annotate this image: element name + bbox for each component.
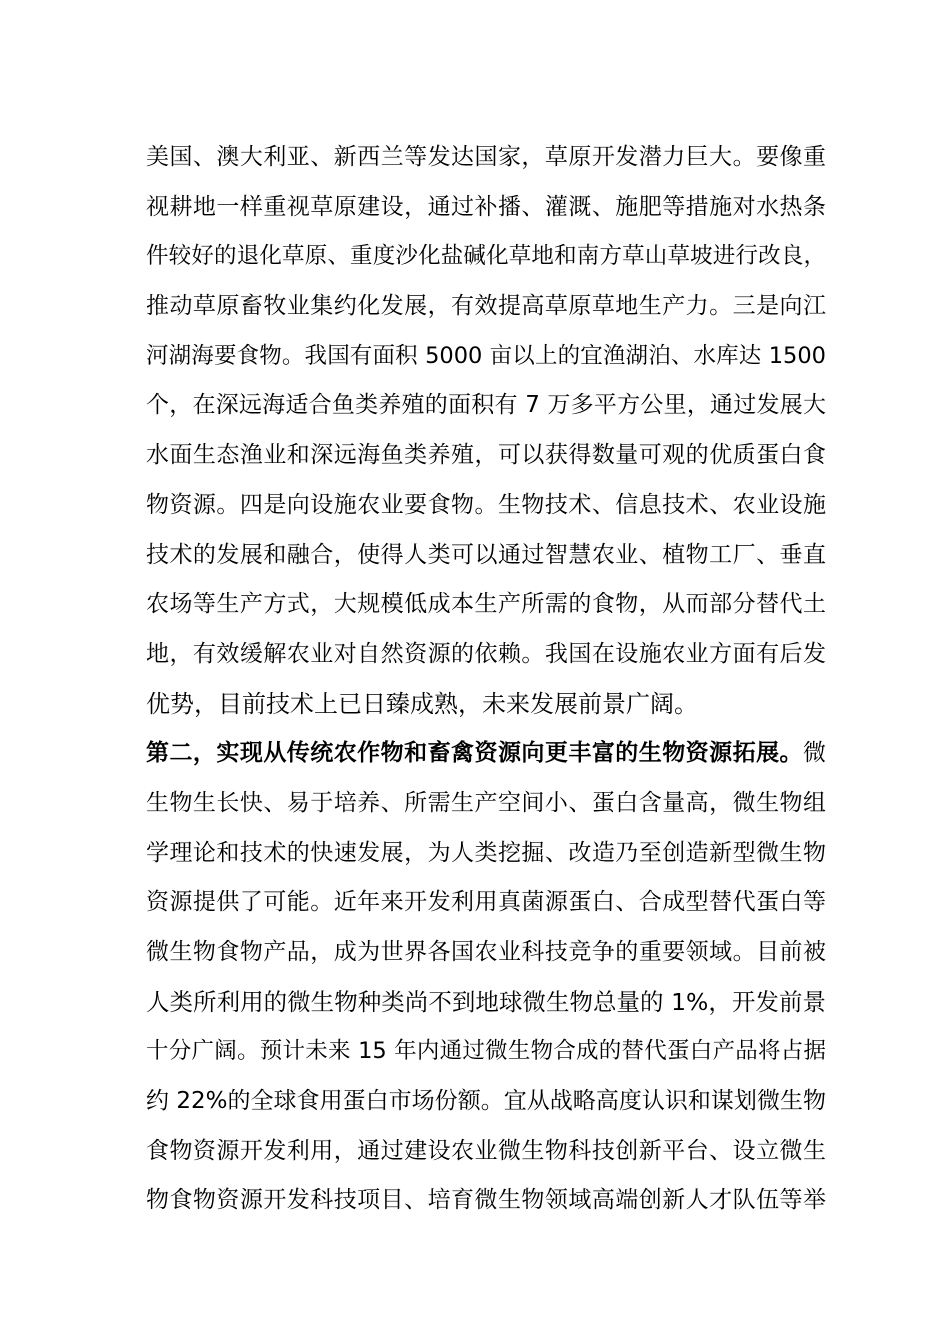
text-line: 微生物食物产品，成为世界各国农业科技竞争的重要领域。目前被 <box>146 939 826 965</box>
paragraph-heading: 第二，实现从传统农作物和畜禽资源向更丰富的生物资源拓展。 <box>146 740 803 767</box>
text-line: 美国、澳大利亚、新西兰等发达国家，草原开发潜力巨大。要像重 <box>146 144 826 170</box>
text-line: 十分广阔。预计未来 15 年内通过微生物合成的替代蛋白产品将占据 <box>146 1038 826 1065</box>
text-line: 农场等生产方式，大规模低成本生产所需的食物，从而部分替代土 <box>146 591 826 618</box>
text-line: 视耕地一样重视草原建设，通过补播、灌溉、施肥等措施对水热条 <box>146 193 826 220</box>
body-text <box>146 133 826 1226</box>
text-line: 水面生态渔业和深远海鱼类养殖，可以获得数量可观的优质蛋白食 <box>146 442 826 469</box>
text-line: 河湖海要食物。我国有面积 5000 亩以上的宜渔湖泊、水库达 1500 <box>146 342 826 369</box>
text-line: 件较好的退化草原、重度沙化盐碱化草地和南方草山草坡进行改良， <box>146 243 826 270</box>
text-line: 物食物资源开发科技项目、培育微生物领域高端创新人才队伍等举 <box>146 1187 826 1214</box>
paragraph-heading-tail: 微 <box>803 740 826 767</box>
text-line: 约 22%的全球食用蛋白市场份额。宜从战略高度认识和谋划微生物 <box>146 1088 826 1115</box>
paragraph-heading-line <box>146 729 826 779</box>
text-line: 个，在深远海适合鱼类养殖的面积有 7 万多平方公里，通过发展大 <box>146 392 826 419</box>
text-line: 食物资源开发利用，通过建设农业微生物科技创新平台、设立微生 <box>146 1137 826 1164</box>
text-line: 优势，目前技术上已日臻成熟，未来发展前景广阔。 <box>146 689 698 718</box>
text-line: 推动草原畜牧业集约化发展，有效提高草原草地生产力。三是向江 <box>146 293 826 320</box>
text-line: 地，有效缓解农业对自然资源的依赖。我国在设施农业方面有后发 <box>146 640 826 667</box>
text-line: 资源提供了可能。近年来开发利用真菌源蛋白、合成型替代蛋白等 <box>146 889 826 916</box>
text-line: 技术的发展和融合，使得人类可以通过智慧农业、植物工厂、垂直 <box>146 541 826 568</box>
text-line: 生物生长快、易于培养、所需生产空间小、蛋白含量高，微生物组 <box>146 789 826 816</box>
text-line: 人类所利用的微生物种类尚不到地球微生物总量的 1%，开发前景 <box>146 987 826 1016</box>
text-line: 学理论和技术的快速发展，为人类挖掘、改造乃至创造新型微生物 <box>146 839 826 866</box>
text-line: 物资源。四是向设施农业要食物。生物技术、信息技术、农业设施 <box>146 491 826 518</box>
